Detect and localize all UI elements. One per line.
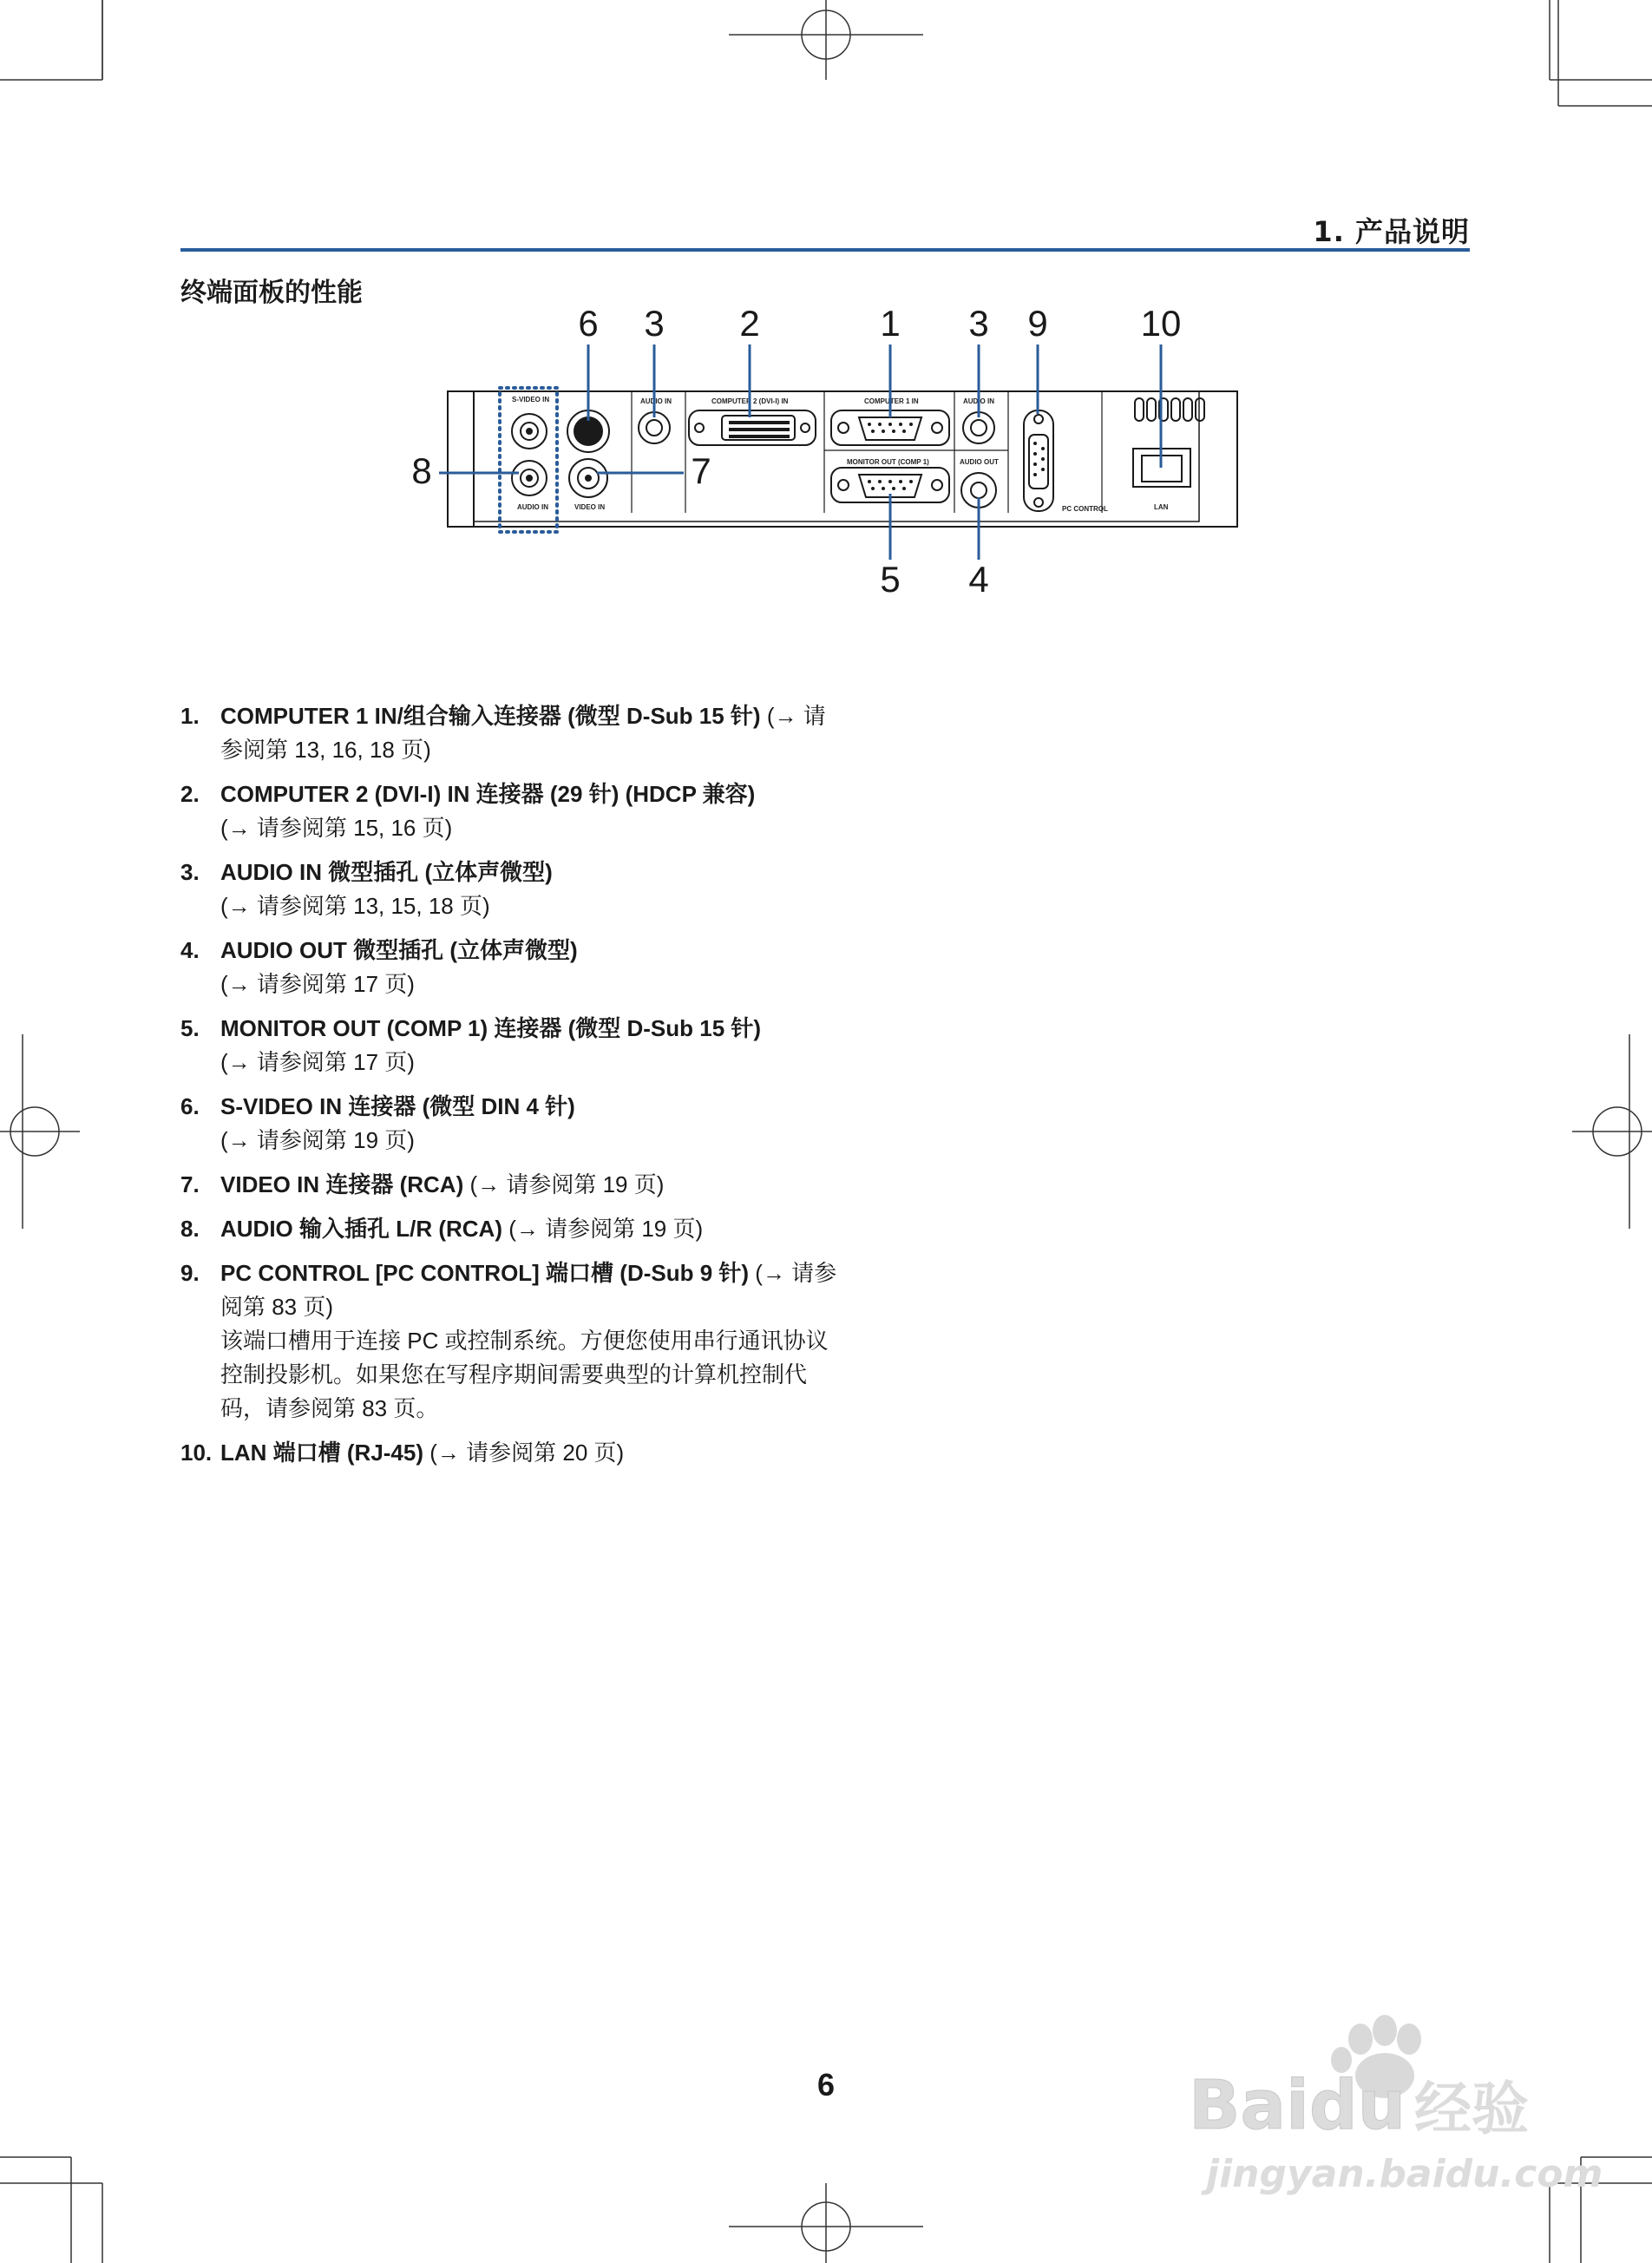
terminal-panel-diagram [390,303,1267,612]
svg-text:COMPUTER 1 IN: COMPUTER 1 IN [864,397,919,405]
callout-10: 10 [1140,303,1182,344]
svg-text:MONITOR OUT (COMP 1): MONITOR OUT (COMP 1) [847,458,929,466]
list-item: 8. AUDIO 输入插孔 L/R (RCA) (→ 请参阅第 19 页) [180,1216,704,1242]
svg-text:AUDIO IN: AUDIO IN [640,397,672,405]
callout-2: 2 [739,303,760,344]
list-item: 1. COMPUTER 1 IN/组合输入连接器 (微型 D-Sub 15 针) (→ 请参阅第 13, 16, 18 页) [180,703,826,763]
callout-3a: 3 [644,303,665,344]
callout-6: 6 [578,303,599,344]
list-item: 4. AUDIO OUT 微型插孔 (立体声微型) (→ 请参阅第 17 页) [180,937,578,997]
callout-5: 5 [880,559,901,600]
svg-text:LAN: LAN [1154,503,1169,511]
list-item: 7. VIDEO IN 连接器 (RCA) (→ 请参阅第 19 页) [180,1171,665,1197]
svg-text:VIDEO IN: VIDEO IN [574,503,606,511]
list-item: 3. AUDIO IN 微型插孔 (立体声微型) (→ 请参阅第 13, 15, 18 页) [180,859,553,919]
svg-text:AUDIO IN: AUDIO IN [963,397,994,405]
callout-3b: 3 [968,303,989,344]
callout-7: 7 [691,450,711,491]
svg-text:AUDIO IN: AUDIO IN [517,503,548,511]
section-title: 终端面板的性能 [180,278,363,308]
list-item: 2. COMPUTER 2 (DVI-I) IN 连接器 (29 针) (HDCP 兼容) (→ 请参阅第 15, 16 页) [180,781,756,841]
callout-1: 1 [880,303,901,344]
feature-list [180,699,840,1480]
callout-9: 9 [1027,303,1048,344]
svg-text:COMPUTER 2 (DVI-I) IN: COMPUTER 2 (DVI-I) IN [711,397,789,405]
list-item: 10. LAN 端口槽 (RJ-45) (→ 请参阅第 20 页) [180,1440,625,1466]
watermark-brand-cn: 经验 [1414,2076,1529,2142]
svg-text:AUDIO OUT: AUDIO OUT [960,458,999,466]
svg-text:PC CONTROL: PC CONTROL [1062,505,1108,513]
header-rule [180,248,1470,252]
watermark-brand: Baidu [1189,2067,1406,2145]
list-item: 5. MONITOR OUT (COMP 1) 连接器 (微型 D-Sub 15 针) (→ 请参阅第 17 页) [180,1015,762,1075]
list-item: 6. S-VIDEO IN 连接器 (微型 DIN 4 针) (→ 请参阅第 19 页) [180,1093,575,1153]
svg-text:S-VIDEO IN: S-VIDEO IN [512,396,550,403]
callout-4: 4 [968,559,989,600]
baidu-watermark [1180,2011,1603,2211]
list-item: 9. PC CONTROL [PC CONTROL] 端口槽 (D-Sub 9 针) (→ 请参阅第 83 页) 该端口槽用于连接 PC 或控制系统。方便您使用串行通讯协议控制投影机。如果您在写程序期间需要典型的计算机控制代码，请参阅第 83 页。 [180,1260,837,1421]
callout-8: 8 [411,450,432,491]
chapter-title: 1. 产品说明 [1313,215,1470,248]
page-number: 6 [816,2067,836,2102]
watermark-url: jingyan.baidu.com [1206,2152,1603,2196]
